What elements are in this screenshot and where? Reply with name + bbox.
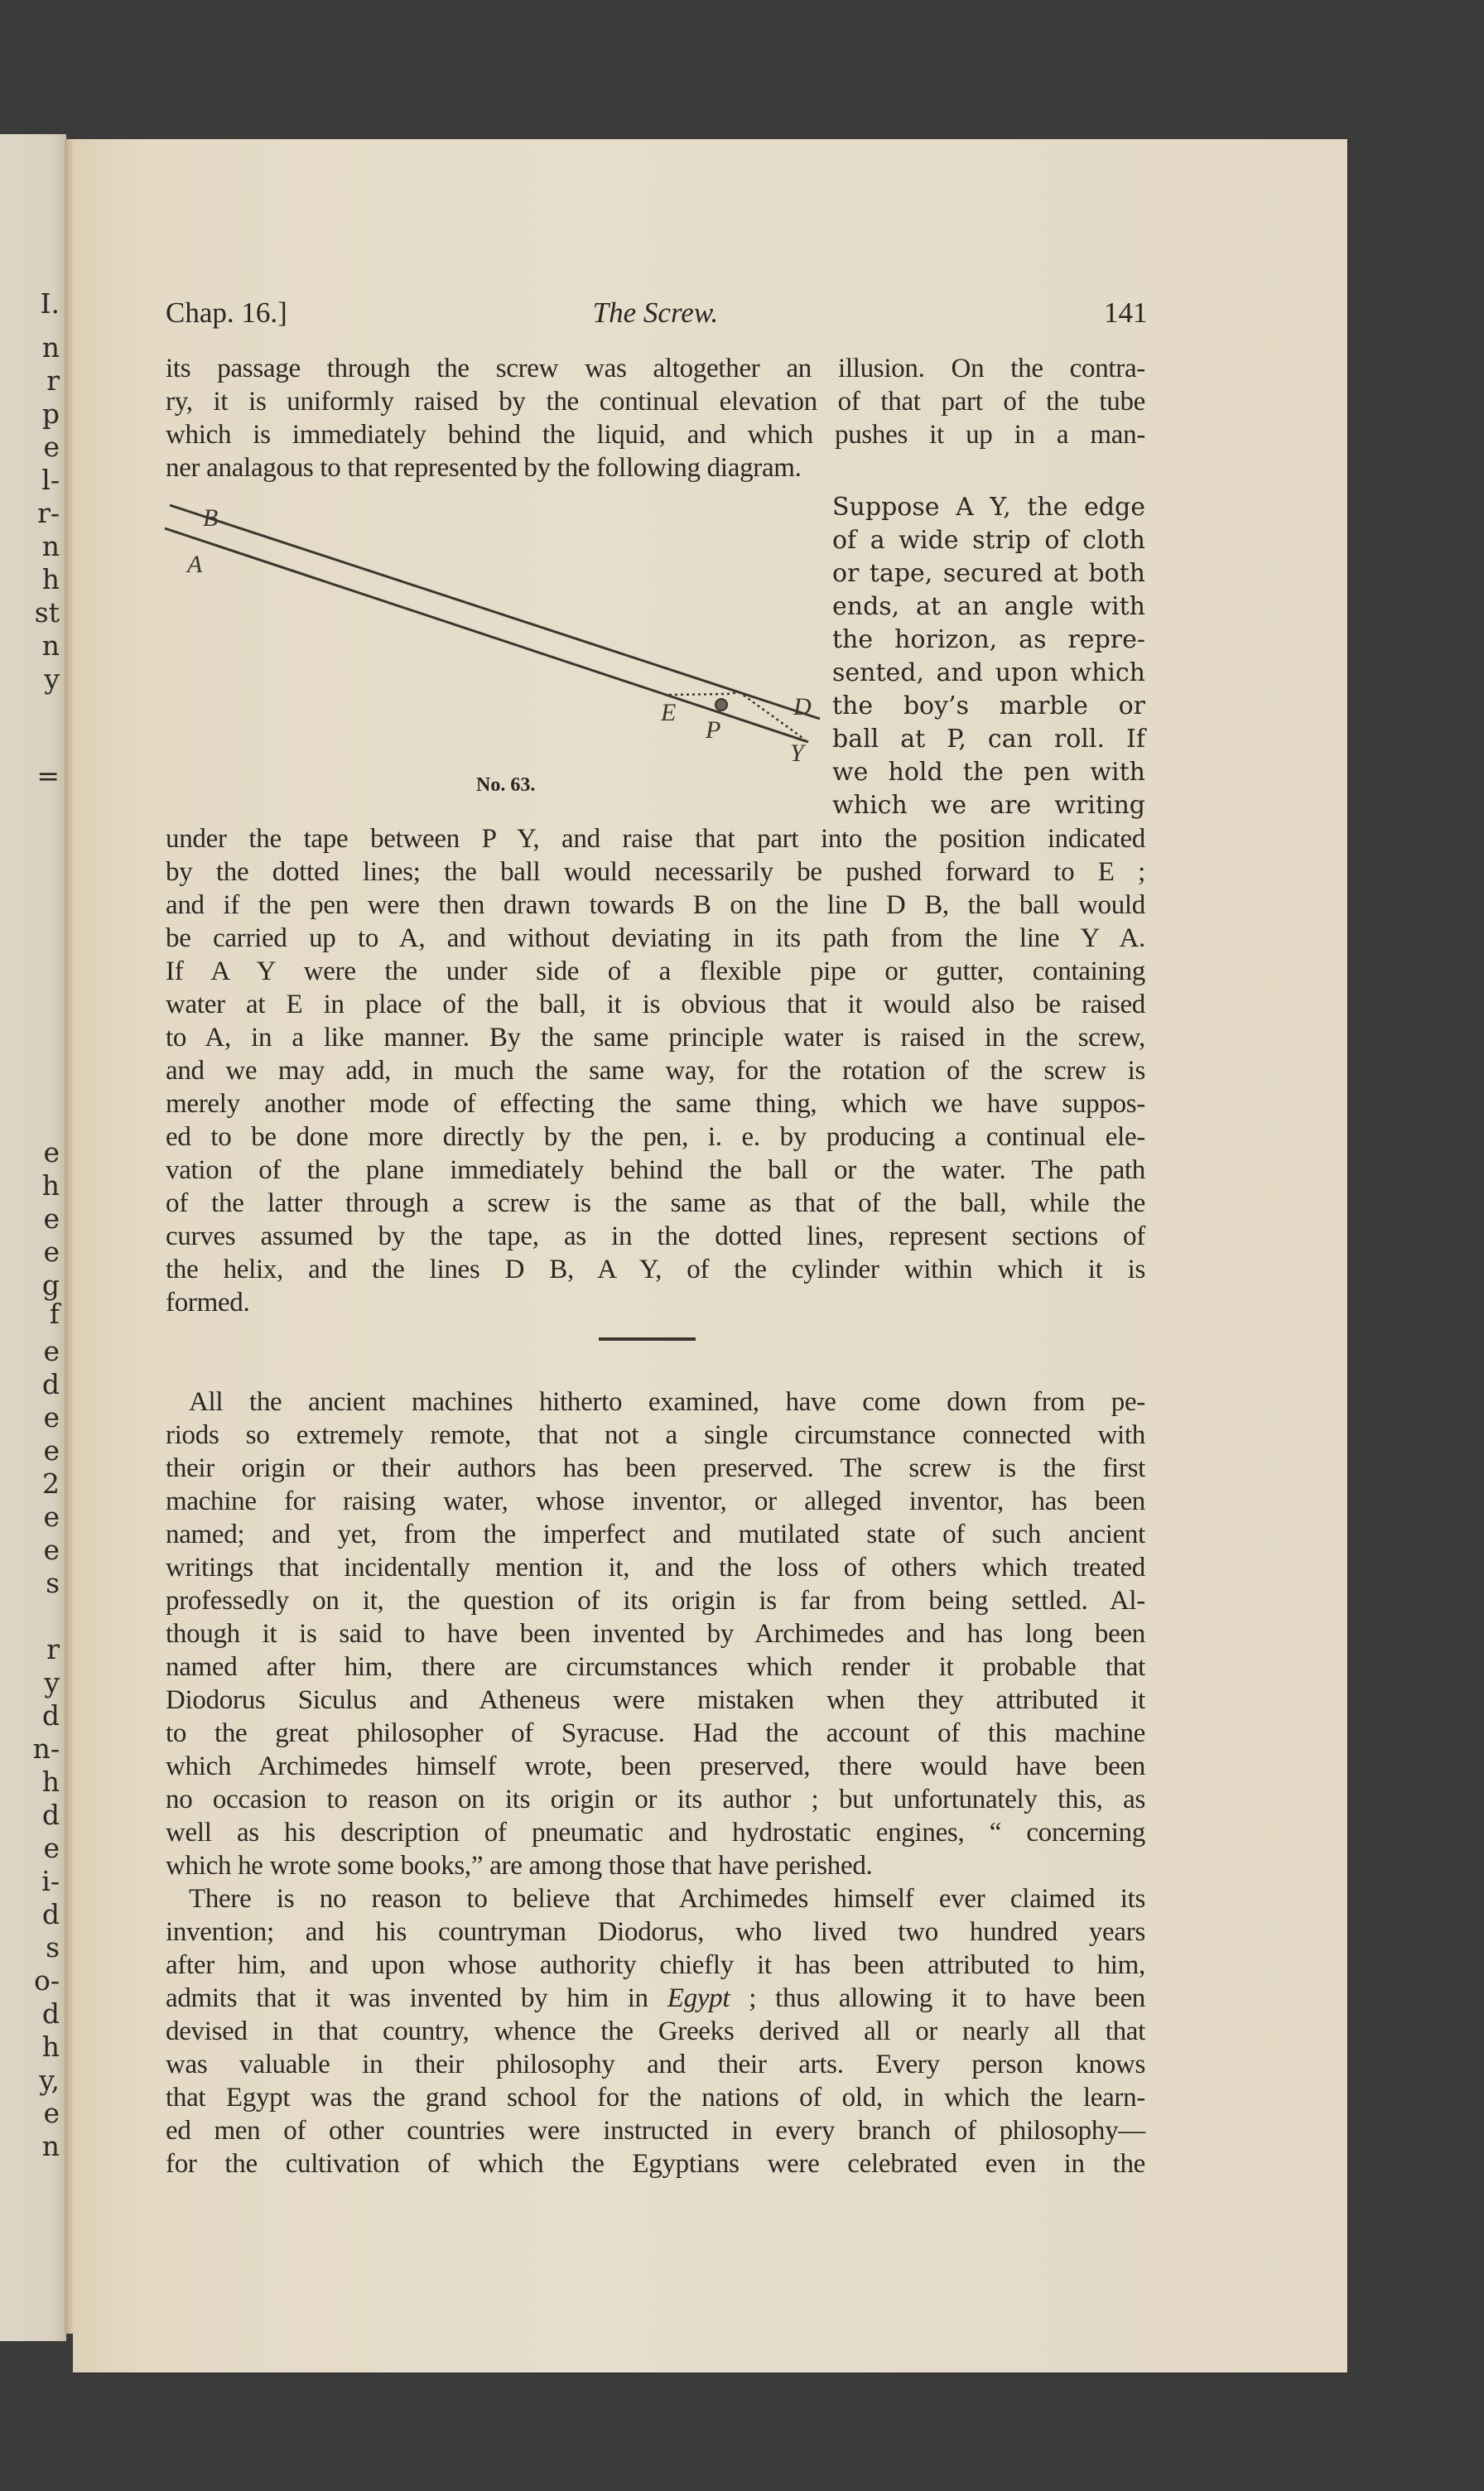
text-line: which Archimedes himself wrote, been preserved, there would have been	[166, 1751, 1145, 1781]
side-text-line: ball at P, can roll. If	[832, 725, 1145, 754]
text-line: All the ancient machines hitherto examined, have come down from pe-	[189, 1387, 1145, 1417]
facing-page-text-fragment: r	[46, 1633, 60, 1665]
text-line: and if the pen were then drawn towards B on the line D B, the ball would	[166, 890, 1145, 920]
text-line: the helix, and the lines D B, A Y, of the cylinder within which it is	[166, 1255, 1145, 1284]
facing-page-text-fragment: d	[41, 1368, 60, 1400]
figure-caption: No. 63.	[476, 774, 536, 796]
side-text-line: of a wide strip of cloth	[832, 526, 1145, 555]
text-line: named; and yet, from the imperfect and mutilated state of such ancient	[166, 1520, 1145, 1549]
text-line: ry, it is uniformly raised by the continual elevation of that part of the tube	[166, 387, 1145, 417]
tape-line-bd	[170, 505, 820, 719]
text-line: was valuable in their philosophy and their arts. Every person knows	[166, 2050, 1145, 2079]
label-a: A	[187, 551, 203, 578]
side-text-line: sented, and upon which	[832, 658, 1145, 687]
text-line: no occasion to reason on its origin or its author ; but unfortunately this, as	[166, 1785, 1145, 1814]
facing-page-text-fragment: e	[43, 1401, 60, 1433]
label-d: D	[793, 693, 812, 720]
facing-page-text-fragment: n	[41, 629, 60, 662]
facing-page-text-fragment: g	[41, 1269, 60, 1301]
label-y: Y	[790, 740, 804, 767]
text-line: water at E in place of the ball, it is obvious that it would also be raised	[166, 990, 1145, 1019]
side-text-line: we hold the pen with	[832, 758, 1145, 787]
text-line: curves assumed by the tape, as in the dotted lines, represent sections of	[166, 1221, 1145, 1251]
text-line: invention; and his countryman Diodorus, who lived two hundred years	[166, 1917, 1145, 1947]
text-line: by the dotted lines; the ball would necessarily be pushed forward to E ;	[166, 857, 1145, 887]
text-line: its passage through the screw was altogether an illusion. On the contra-	[166, 354, 1145, 383]
side-text-line: the horizon, as repre-	[832, 625, 1145, 654]
text-line-with-italic	[166, 1982, 1145, 2015]
side-text-line: Suppose A Y, the edge	[832, 493, 1145, 522]
facing-page-text-fragment: d	[41, 1997, 60, 2030]
text-line: which is immediately behind the liquid, and which pushes it up in a man-	[166, 420, 1145, 450]
text-line: and we may add, in much the same way, for the rotation of the screw is	[166, 1056, 1145, 1086]
facing-page-text-fragment: d	[41, 1699, 60, 1732]
facing-page-text-fragment: d	[41, 1799, 60, 1831]
text-run: admits that it was invented by him in	[166, 1983, 667, 2013]
text-line: ed to be done more directly by the pen, i. e. by producing a continual ele-	[166, 1122, 1145, 1152]
text-line: professedly on it, the question of its origin is far from being settled. Al-	[166, 1586, 1145, 1616]
facing-page-text-fragment: e	[43, 1136, 60, 1168]
text-line: for the cultivation of which the Egyptians were celebrated even in the	[166, 2149, 1145, 2179]
text-line: their origin or their authors has been preserved. The screw is the first	[166, 1453, 1145, 1483]
facing-page-text-fragment: I.	[40, 287, 60, 320]
facing-page-text-fragment: h	[41, 2031, 60, 2063]
running-title: The Screw.	[592, 296, 719, 329]
text-line: Diodorus Siculus and Atheneus were mistaken when they attributed it	[166, 1685, 1145, 1715]
text-line: well as his description of pneumatic and hydrostatic engines, “ concerning	[166, 1818, 1145, 1848]
facing-page-text-fragment: e	[43, 2097, 60, 2129]
facing-page-text-fragment: p	[41, 398, 60, 430]
facing-page-text-fragment: e	[43, 1202, 60, 1235]
facing-page-text-fragment: n	[41, 331, 60, 364]
text-line: named after him, there are circumstances which render it probable that	[166, 1652, 1145, 1682]
facing-page-text-fragment: d	[41, 1898, 60, 1930]
text-line: vation of the plane immediately behind the ball or the water. The path	[166, 1155, 1145, 1185]
page-number: 141	[1104, 296, 1148, 329]
text-line: formed.	[166, 1288, 250, 1318]
label-b: B	[203, 504, 219, 532]
text-line: riods so extremely remote, that not a single circumstance connected with	[166, 1420, 1145, 1450]
text-line: that Egypt was the grand school for the nations of old, in which the learn-	[166, 2083, 1145, 2113]
facing-page-text-fragment: st	[34, 596, 60, 629]
text-run: ; thus allowing it to have been	[730, 1983, 1145, 2013]
facing-page-text-fragment: s	[46, 1567, 60, 1599]
facing-page-text-fragment: e	[43, 431, 60, 463]
side-text-line: the boy’s marble or	[832, 691, 1145, 720]
text-line: of the latter through a screw is the same as that of the ball, while the	[166, 1188, 1145, 1218]
facing-page-text-fragment: f	[49, 1298, 60, 1330]
text-line: merely another mode of effecting the same thing, which we have suppos-	[166, 1089, 1145, 1119]
text-line: which he wrote some books,” are among those that have perished.	[166, 1851, 873, 1881]
facing-page-text-fragment: i-	[41, 1865, 60, 1897]
text-line: There is no reason to believe that Archimedes himself ever claimed its	[189, 1884, 1145, 1914]
facing-page-text-fragment: o-	[33, 1964, 60, 1997]
facing-page-text-fragment: e	[43, 1534, 60, 1566]
side-text-line: which we are writing	[832, 791, 1145, 820]
facing-page-text-fragment: s	[46, 1931, 60, 1963]
chapter-label: Chap. 16.]	[166, 296, 287, 329]
text-line: though it is said to have been invented by Archimedes and has long been	[166, 1619, 1145, 1649]
facing-page-text-fragment: r-	[37, 497, 60, 529]
facing-page-text-fragment: l-	[41, 464, 60, 496]
facing-page-text-fragment: e	[43, 1501, 60, 1533]
section-divider-rule	[599, 1337, 696, 1341]
facing-page-text-fragment: n	[41, 530, 60, 562]
facing-page-text-fragment: =	[36, 759, 60, 792]
side-text-line: or tape, secured at both	[832, 559, 1145, 588]
facing-page-text-fragment: h	[41, 1169, 60, 1202]
text-line: to A, in a like manner. By the same principle water is raised in the screw,	[166, 1023, 1145, 1053]
facing-page-text-fragment: y	[44, 1666, 60, 1698]
marble-ball	[716, 699, 727, 711]
italic-place-name: Egypt	[667, 1983, 730, 2013]
facing-page-text-fragment: h	[41, 563, 60, 595]
text-line: to the great philosopher of Syracuse. Had the account of this machine	[166, 1718, 1145, 1748]
facing-page-text-fragment: e	[43, 1236, 60, 1268]
facing-page-text-fragment: e	[43, 1832, 60, 1864]
label-e: E	[661, 699, 677, 726]
facing-page-text-fragment: e	[43, 1434, 60, 1467]
facing-page-text-fragment: e	[43, 1335, 60, 1367]
text-line: writings that incidentally mention it, and the loss of others which treated	[166, 1553, 1145, 1583]
facing-page-text-fragment: h	[41, 1766, 60, 1798]
facing-page-text-fragment: y,	[39, 2064, 60, 2096]
text-line: ner analagous to that represented by the following diagram.	[166, 453, 802, 483]
text-line: If A Y were the under side of a flexible pipe or gutter, containing	[166, 956, 1145, 986]
tape-line-ay	[165, 528, 808, 742]
text-line: machine for raising water, whose inventor, or alleged inventor, has been	[166, 1486, 1145, 1516]
book-page	[73, 139, 1347, 2373]
facing-page-text-fragment: 2	[42, 1467, 60, 1500]
facing-page-text-fragment: n-	[32, 1732, 60, 1765]
text-line: ed men of other countries were instructed in every branch of philosophy—	[166, 2116, 1145, 2146]
facing-page-text-fragment: y	[44, 662, 60, 695]
facing-page-text-fragment: n	[41, 2130, 60, 2162]
facing-page-text-fragment: r	[46, 364, 60, 397]
text-line: devised in that country, whence the Greeks derived all or nearly all that	[166, 2016, 1145, 2046]
label-p: P	[706, 716, 721, 744]
text-line: after him, and upon whose authority chiefly it has been attributed to him,	[166, 1950, 1145, 1980]
text-line: be carried up to A, and without deviating in its path from the line Y A.	[166, 923, 1145, 953]
facing-page-fragment	[0, 134, 66, 2341]
side-text-line: ends, at an angle with	[832, 592, 1145, 621]
text-line: under the tape between P Y, and raise that part into the position indicated	[166, 824, 1145, 854]
dotted-raised-path	[669, 692, 805, 740]
figure-no-63-diagram	[156, 493, 835, 791]
